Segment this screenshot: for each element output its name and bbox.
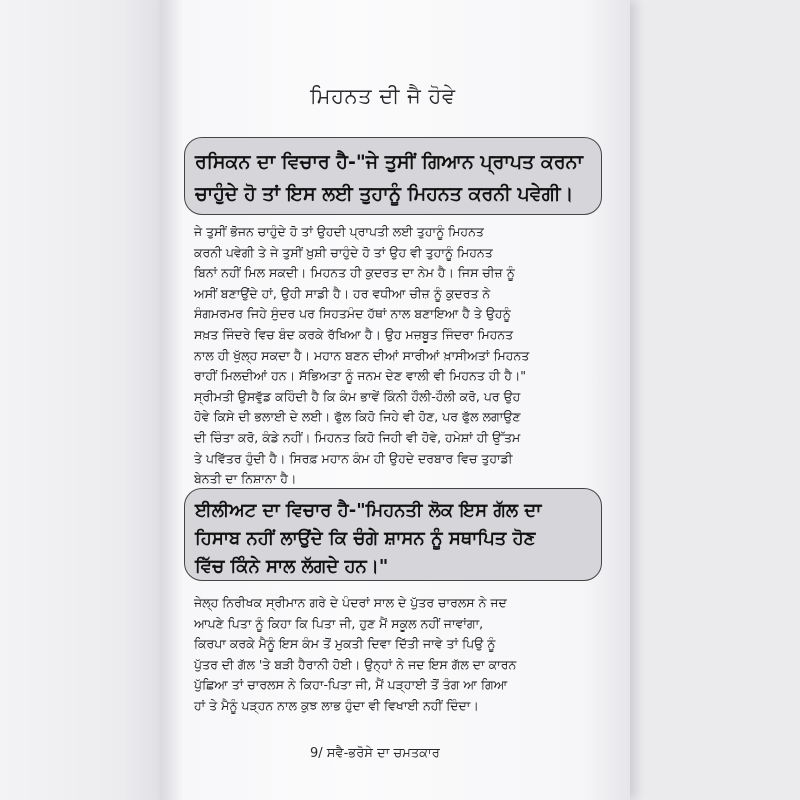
quote-box-ruskin (184, 137, 602, 215)
page-title: ਮਿਹਨਤ ਦੀ ਜੈ ਹੋਵੇ (310, 84, 456, 108)
quote-text-eliot: ਈਲੀਅਟ ਦਾ ਵਿਚਾਰ ਹੈ-"ਮਿਹਨਤੀ ਲੋਕ ਇਸ ਗੱਲ ਦਾ ਹਿਸਾਬ ਨਹੀਂ ਲਾਉਂਦੇ ਕਿ ਚੰਗੇ ਸ਼ਾਸਨ ਨੂੰ ਸਥਾਪਿਤ ਹੋਣ ਵਿੱਚ ਕਿੰਨੇ ਸਾਲ ਲੱਗਦੇ ਹਨ।" (195, 500, 542, 577)
quote-box-eliot (184, 488, 602, 581)
book-spine (0, 0, 175, 800)
body-paragraph-2: ਜੇਲ੍ਹ ਨਿਰੀਖਕ ਸ੍ਰੀਮਾਨ ਗਰੇ ਦੇ ਪੰਦਰਾਂ ਸਾਲ ਦੇ ਪੁੱਤਰ ਚਾਰਲਸ ਨੇ ਜਦ ਆਪਣੇ ਪਿਤਾ ਨੂੰ ਕਿਹਾ ਕਿ ਪਿਤਾ ਜੀ, ਹੁਣ ਮੈਂ ਸਕੂਲ ਨਹੀਂ ਜਾਵਾਂਗਾ, ਕਿਰਪਾ ਕਰਕੇ ਮੈਨੂੰ ਇਸ ਕੰਮ ਤੋਂ ਮੁਕਤੀ ਦਿਵਾ ਦਿੱਤੀ ਜਾਵੇ ਤਾਂ ਪਿਉ ਨੂੰ ਪੁੱਤਰ ਦੀ ਗੱਲ 'ਤੇ ਬੜੀ ਹੈਰਾਨੀ ਹੋਈ। ਉਨ੍ਹਾਂ ਨੇ ਜਦ ਇਸ ਗੱਲ ਦਾ ਕਾਰਨ ਪੁੱਛਿਆ ਤਾਂ ਚਾਰਲਸ ਨੇ ਕਿਹਾ-ਪਿਤਾ ਜੀ, ਮੈਂ ਪੜ੍ਹਾਈ ਤੋਂ ਤੰਗ ਆ ਗਿਆ ਹਾਂ ਤੇ ਮੈਨੂੰ ਪੜ੍ਹਨ ਨਾਲ ਕੁਝ ਲਾਭ ਹੁੰਦਾ ਵੀ ਵਿਖਾਈ ਨਹੀਂ ਦਿੰਦਾ। (194, 595, 517, 713)
page-footer: 9/ ਸਵੈ-ਭਰੋਸੇ ਦਾ ਚਮਤਕਾਰ (310, 746, 440, 761)
body-paragraph-1: ਜੇ ਤੁਸੀਂ ਭੋਜਨ ਚਾਹੁੰਦੇ ਹੋ ਤਾਂ ਉਹਦੀ ਪ੍ਰਾਪਤੀ ਲਈ ਤੁਹਾਨੂੰ ਮਿਹਨਤ ਕਰਨੀ ਪਵੇਗੀ ਤੇ ਜੇ ਤੁਸੀਂ ਖ਼ੁਸ਼ੀ ਚਾਹੁੰਦੇ ਹੋ ਤਾਂ ਉਹ ਵੀ ਤੁਹਾਨੂੰ ਮਿਹਨਤ ਬਿਨਾਂ ਨਹੀਂ ਮਿਲ ਸਕਦੀ। ਮਿਹਨਤ ਹੀ ਕੁਦਰਤ ਦਾ ਨੇਮ ਹੈ। ਜਿਸ ਚੀਜ਼ ਨੂੰ ਅਸੀਂ ਬਣਾਉਂਦੇ ਹਾਂ, ਉਹੀ ਸਾਡੀ ਹੈ। ਹਰ ਵਧੀਆ ਚੀਜ਼ ਨੂੰ ਕੁਦਰਤ ਨੇ ਸੰਗਮਰਮਰ ਜਿਹੇ ਸੁੰਦਰ ਪਰ ਸਿਹਤਮੰਦ ਹੱਥਾਂ ਨਾਲ ਬਣਾਇਆ ਹੈ ਤੇ ਉਹਨੂੰ ਸਖ਼ਤ ਜਿੰਦਰੇ ਵਿਚ ਬੰਦ ਕਰਕੇ ਰੱਖਿਆ ਹੈ। ਉਹ ਮਜ਼ਬੂਤ ਜਿੰਦਰਾ ਮਿਹਨਤ ਨਾਲ ਹੀ ਖੁੱਲ੍ਹ ਸਕਦਾ ਹੈ। ਮਹਾਨ ਬਣਨ ਦੀਆਂ ਸਾਰੀਆਂ ਖ਼ਾਸੀਅਤਾਂ ਮਿਹਨਤ ਰਾਹੀਂ ਮਿਲਦੀਆਂ ਹਨ। ਸੱਭਿਅਤਾ ਨੂੰ ਜਨਮ ਦੇਣ ਵਾਲੀ ਵੀ ਮਿਹਨਤ ਹੀ ਹੈ।" ਸ੍ਰੀਮਤੀ ਉਸਵੁੱਡ ਕਹਿੰਦੀ ਹੈ ਕਿ ਕੰਮ ਭਾਵੇਂ ਕਿੰਨੀ ਹੌਲੀ-ਹੌਲੀ ਕਰੋ, ਪਰ ਉਹ ਹੋਵੇ ਕਿਸੇ ਦੀ ਭਲਾਈ ਦੇ ਲਈ। ਫੁੱਲ ਕਿਹੋ ਜਿਹੇ ਵੀ ਹੋਣ, ਪਰ ਫੁੱਲ ਲਗਾਉਣ ਦੀ ਚਿੰਤਾ ਕਰੋ, ਕੰਡੇ ਨਹੀਂ। ਮਿਹਨਤ ਕਿਹੋ ਜਿਹੀ ਵੀ ਹੋਵੇ, ਹਮੇਸ਼ਾਂ ਹੀ ਉੱਤਮ ਤੇ ਪਵਿੱਤਰ ਹੁੰਦੀ ਹੈ। ਸਿਰਫ਼ ਮਹਾਨ ਕੰਮ ਹੀ ਉਹਦੇ ਦਰਬਾਰ ਵਿਚ ਤੁਹਾਡੀ ਬੇਨਤੀ ਦਾ ਨਿਸ਼ਾਨਾ ਹੈ। (194, 224, 530, 487)
background-surface (630, 0, 800, 800)
quote-text-ruskin: ਰਸਿਕਨ ਦਾ ਵਿਚਾਰ ਹੈ-"ਜੇ ਤੁਸੀਂ ਗਿਆਨ ਪ੍ਰਾਪਤ ਕਰਨਾ ਚਾਹੁੰਦੇ ਹੋ ਤਾਂ ਇਸ ਲਈ ਤੁਹਾਨੂੰ ਮਿਹਨਤ ਕਰਨੀ ਪਵੇਗੀ। (195, 151, 583, 205)
book-page (160, 0, 630, 800)
